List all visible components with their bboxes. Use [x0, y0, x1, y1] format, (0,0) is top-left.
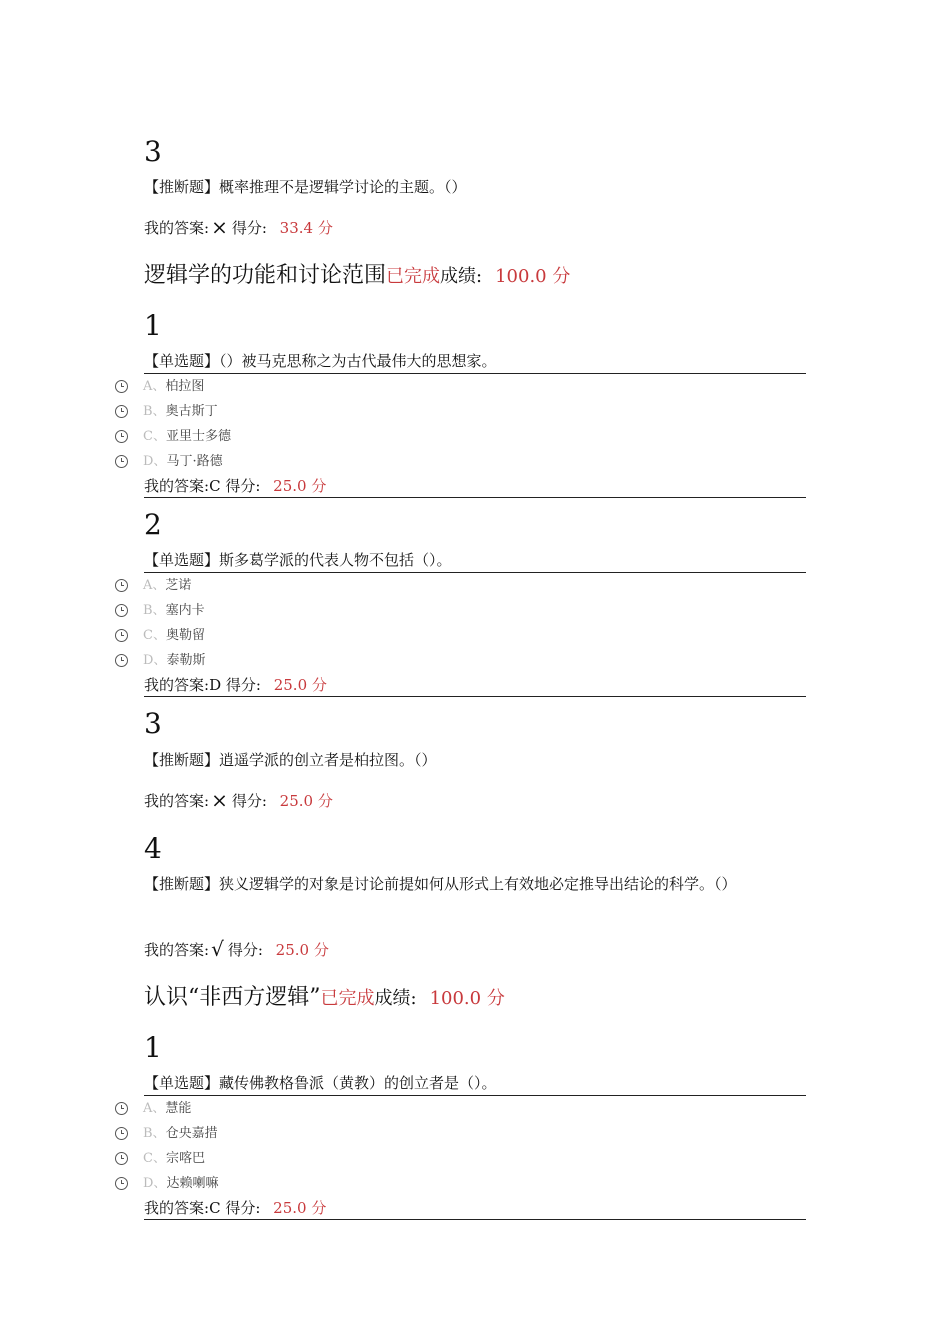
option-d[interactable]: D、泰勒斯 [115, 652, 205, 670]
answer-row [144, 938, 806, 961]
clock-icon [115, 604, 128, 617]
answer-row [144, 674, 806, 697]
grade-label: 成绩: [374, 988, 417, 1009]
clock-icon [115, 1127, 128, 1140]
answer-row [144, 1197, 806, 1220]
question-text: 【推断题】概率推理不是逻辑学讨论的主题。（） [144, 178, 467, 196]
answer-label: 我的答案: [144, 1199, 210, 1217]
answer-value: C [209, 1199, 221, 1217]
score-label: 得分: [231, 219, 267, 237]
question-text: 【推断题】狭义逻辑学的对象是讨论前提如何从形式上有效地必定推导出结论的科学。（） [144, 875, 737, 893]
answer-label: 我的答案: [144, 477, 210, 495]
score-label: 得分: [225, 477, 261, 495]
score-value: 25.0 分 [273, 477, 327, 495]
answer-label: 我的答案: [144, 219, 210, 237]
question-text: 【单选题】斯多葛学派的代表人物不包括（）。 [144, 548, 806, 573]
answer-value: C [209, 477, 221, 495]
clock-icon [115, 455, 128, 468]
option-b[interactable]: B、仓央嘉措 [115, 1125, 218, 1143]
question-number: 3 [144, 135, 162, 168]
grade-value: 100.0 分 [429, 988, 505, 1009]
clock-icon [115, 1152, 128, 1165]
question-number: 4 [144, 832, 162, 865]
option-a[interactable]: A、芝诺 [115, 577, 191, 595]
answer-label: 我的答案: [144, 792, 210, 810]
section-status: 已完成 [320, 988, 375, 1009]
clock-icon [115, 629, 128, 642]
answer-label: 我的答案: [144, 676, 210, 694]
score-label: 得分: [225, 676, 261, 694]
option-d[interactable]: D、马丁·路德 [115, 453, 223, 471]
option-b[interactable]: B、奥古斯丁 [115, 403, 218, 421]
score-label: 得分: [231, 792, 267, 810]
answer-label: 我的答案: [144, 941, 210, 959]
option-a[interactable]: A、慧能 [115, 1100, 191, 1118]
question-text: 【推断题】逍遥学派的创立者是柏拉图。（） [144, 751, 437, 769]
section-header [144, 261, 570, 292]
clock-icon [115, 1177, 128, 1190]
section-header [144, 983, 505, 1014]
question-text: 【单选题】藏传佛教格鲁派（黄教）的创立者是（）。 [144, 1071, 806, 1096]
grade-value: 100.0 分 [495, 266, 571, 287]
answer-row [144, 216, 806, 239]
section-title: 逻辑学的功能和讨论范围 [144, 263, 387, 288]
clock-icon [115, 579, 128, 592]
score-value: 25.0 分 [275, 941, 329, 959]
check-mark-icon: √ [211, 937, 224, 961]
grade-label: 成绩: [440, 266, 483, 287]
question-number: 1 [144, 309, 162, 342]
question-text: 【单选题】（）被马克思称之为古代最伟大的思想家。 [144, 349, 806, 374]
clock-icon [115, 654, 128, 667]
option-c[interactable]: C、宗喀巴 [115, 1150, 205, 1168]
section-title: 认识“非西方逻辑” [144, 985, 321, 1010]
option-c[interactable]: C、奥勒留 [115, 627, 205, 645]
wrong-mark-icon: × [211, 788, 228, 812]
wrong-mark-icon: × [211, 215, 228, 239]
question-number: 2 [144, 508, 162, 541]
score-value: 33.4 分 [279, 219, 333, 237]
question-number: 3 [144, 707, 162, 740]
answer-row [144, 475, 806, 498]
clock-icon [115, 430, 128, 443]
clock-icon [115, 380, 128, 393]
answer-value: D [209, 676, 222, 694]
answer-row [144, 789, 806, 812]
score-value: 25.0 分 [273, 676, 327, 694]
score-value: 25.0 分 [273, 1199, 327, 1217]
question-number: 1 [144, 1031, 162, 1064]
score-label: 得分: [227, 941, 263, 959]
clock-icon [115, 405, 128, 418]
option-a[interactable]: A、柏拉图 [115, 378, 204, 396]
score-value: 25.0 分 [279, 792, 333, 810]
clock-icon [115, 1102, 128, 1115]
option-b[interactable]: B、塞内卡 [115, 602, 205, 620]
option-d[interactable]: D、达赖喇嘛 [115, 1175, 218, 1193]
section-status: 已完成 [386, 266, 441, 287]
option-c[interactable]: C、亚里士多德 [115, 428, 231, 446]
score-label: 得分: [225, 1199, 261, 1217]
